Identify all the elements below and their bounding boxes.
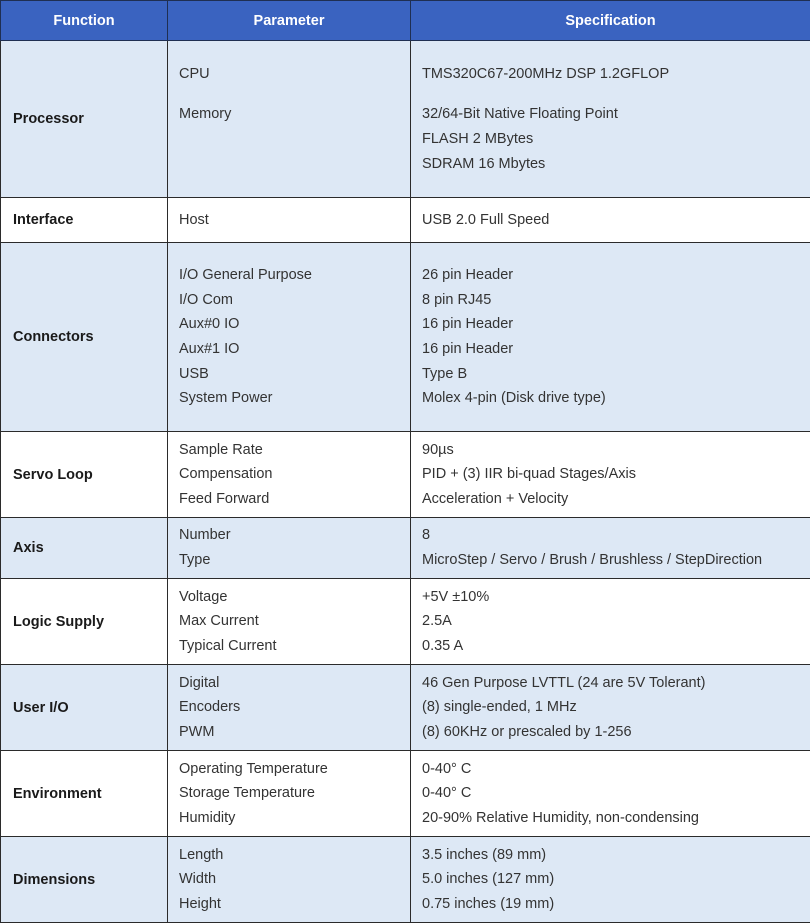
spec-text: 16 pin Header: [422, 341, 514, 357]
specification-cell: [411, 751, 810, 837]
spec-text: (8) single-ended, 1 MHz: [422, 699, 577, 716]
spec-text: +5V ±10%: [422, 588, 490, 605]
parameter-text: Width: [179, 871, 217, 888]
spec-text: 0-40° C: [422, 785, 472, 802]
parameter-cell: [168, 837, 411, 923]
parameter-cell: [168, 518, 411, 579]
spec-text: USB 2.0 Full Speed: [422, 211, 550, 228]
table-row-user-io: [1, 665, 810, 751]
parameter-text: Aux#0 IO: [179, 316, 240, 333]
specification-cell: [411, 579, 810, 665]
parameter-text: Typical Current: [179, 637, 277, 654]
spec-text: Type B: [422, 365, 468, 382]
parameter-text: I/O General Purpose: [179, 267, 312, 284]
function-cell: Logic Supply: [1, 579, 168, 665]
header-parameter: Parameter: [168, 1, 411, 41]
specification-cell: [411, 518, 810, 579]
function-cell: Axis: [1, 518, 168, 579]
spec-text: 16 pin Header: [422, 316, 514, 333]
spec-text: Acceleration + Velocity: [422, 490, 569, 507]
spec-text: 8 pin RJ45: [422, 291, 492, 308]
parameter-text: Storage Temperature: [179, 785, 315, 802]
function-cell: Interface: [1, 198, 168, 243]
function-cell: Environment: [1, 751, 168, 837]
spec-text: 26 pin Header: [422, 267, 514, 284]
parameter-text: Number: [179, 527, 231, 544]
parameter-text: I/O Com: [179, 291, 233, 308]
parameter-text: Sample Rate: [179, 441, 263, 458]
specification-cell: [411, 837, 810, 923]
parameter-text: CPU: [179, 65, 210, 82]
function-cell: Dimensions: [1, 837, 168, 923]
function-cell: User I/O: [1, 665, 168, 751]
specification-cell: [411, 41, 810, 198]
parameter-cell: [168, 579, 411, 665]
parameter-text: Feed Forward: [179, 490, 270, 507]
function-cell: Processor: [1, 41, 168, 198]
parameter-cell: [168, 665, 411, 751]
parameter-text: PWM: [179, 723, 215, 740]
parameter-text: Aux#1 IO: [179, 341, 240, 357]
table-row-dimensions: [1, 837, 810, 923]
table-row-interface: [1, 198, 810, 243]
parameter-cell: [168, 751, 411, 837]
parameter-text: Humidity: [179, 809, 236, 826]
parameter-text: USB: [179, 365, 209, 382]
spec-text: 0.75 inches (19 mm): [422, 895, 555, 912]
spec-text: 8: [422, 527, 431, 544]
parameter-cell: [168, 198, 411, 243]
header-function: Function: [1, 1, 168, 41]
parameter-text: Operating Temperature: [179, 760, 328, 777]
specification-cell: [411, 432, 810, 518]
function-cell: Servo Loop: [1, 432, 168, 518]
parameter-text: Compensation: [179, 466, 273, 483]
header-specification: Specification: [411, 1, 810, 41]
parameter-text: Memory: [179, 106, 232, 123]
parameter-cell: [168, 41, 411, 198]
specification-cell: [411, 198, 810, 243]
parameter-text: Digital: [179, 674, 220, 691]
spec-text: MicroStep / Servo / Brush / Brushless / StepDirection: [422, 552, 763, 568]
parameter-text: Encoders: [179, 699, 241, 716]
spec-text: 90µs: [422, 441, 454, 458]
table-row-environment: [1, 751, 810, 837]
table-row-axis: [1, 518, 810, 579]
spec-text: 20-90% Relative Humidity, non-condensing: [422, 809, 699, 826]
spec-text: 2.5A: [422, 613, 452, 630]
parameter-text: Length: [179, 846, 224, 863]
parameter-text: Max Current: [179, 613, 259, 630]
spec-text: Molex 4-pin (Disk drive type): [422, 390, 606, 407]
parameter-text: Type: [179, 552, 211, 568]
spec-text: 0.35 A: [422, 637, 464, 654]
spec-text: 5.0 inches (127 mm): [422, 871, 555, 888]
parameter-text: Voltage: [179, 588, 228, 605]
specification-cell: [411, 243, 810, 432]
spec-text: 0-40° C: [422, 760, 472, 777]
table-row-logic-supply: [1, 579, 810, 665]
spec-text: 46 Gen Purpose LVTTL (24 are 5V Tolerant): [422, 674, 706, 691]
function-cell: Connectors: [1, 243, 168, 432]
spec-text: TMS320C67-200MHz DSP 1.2GFLOP: [422, 65, 670, 82]
spec-text: (8) 60KHz or prescaled by 1-256: [422, 723, 632, 740]
spec-text: 32/64-Bit Native Floating Point: [422, 106, 618, 123]
table-row-servo-loop: [1, 432, 810, 518]
spec-text: PID + (3) IIR bi-quad Stages/Axis: [422, 466, 636, 483]
header-row: [1, 1, 810, 41]
spec-text: 3.5 inches (89 mm): [422, 846, 547, 863]
table-row-connectors: [1, 243, 810, 432]
parameter-text: System Power: [179, 390, 273, 407]
spec-text: FLASH 2 MBytes: [422, 131, 534, 147]
parameter-text: Host: [179, 211, 209, 228]
specification-cell: [411, 665, 810, 751]
parameter-text: Height: [179, 895, 221, 912]
parameter-cell: [168, 432, 411, 518]
table-row-processor: [1, 41, 810, 198]
spec-text: SDRAM 16 Mbytes: [422, 155, 546, 172]
parameter-cell: [168, 243, 411, 432]
